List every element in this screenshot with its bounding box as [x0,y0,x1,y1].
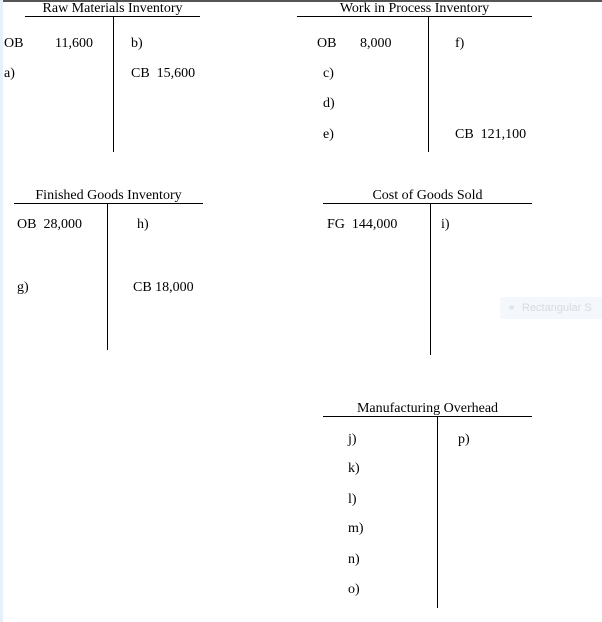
entry-i: i) [441,217,450,232]
opening-balance: OB 28,000 [17,217,82,232]
entry-k: k) [348,461,360,476]
closing-balance: CB 121,100 [455,127,527,142]
fg-entry: FG 144,000 [327,217,398,232]
t-divider [113,17,114,152]
left-edge-strip [0,0,3,622]
account-title: Cost of Goods Sold [323,188,532,204]
ob-label: OB [4,36,24,51]
entry-n: n) [348,552,360,567]
t-divider [437,417,438,608]
ob-label: OB [317,36,337,51]
entry-o: o) [348,582,360,597]
account-title: Manufacturing Overhead [323,401,532,417]
ob-value: 11,600 [55,36,93,51]
entry-h: h) [137,217,149,232]
entry-d: d) [323,96,335,111]
entry-c: c) [323,66,334,81]
tooltip-label: Rectangular S [522,302,592,314]
bullet-icon [509,305,514,310]
entry-b: b) [131,36,143,51]
entry-e: e) [323,127,334,142]
entry-l: l) [348,492,357,507]
entry-p: p) [458,432,470,447]
t-divider [107,204,108,350]
entry-m: m) [348,521,364,536]
account-title: Finished Goods Inventory [14,188,203,204]
account-title: Work in Process Inventory [297,1,532,17]
entry-j: j) [348,432,357,447]
entry-g: g) [17,280,29,295]
account-title: Raw Materials Inventory [25,1,200,17]
t-divider [428,17,429,152]
closing-balance: CB 15,600 [131,66,196,81]
entry-f: f) [455,36,465,51]
t-divider [430,204,431,355]
closing-balance: CB 18,000 [133,280,194,295]
shape-tooltip [500,297,602,319]
ob-value: 8,000 [360,36,392,51]
entry-a: a) [4,66,15,81]
